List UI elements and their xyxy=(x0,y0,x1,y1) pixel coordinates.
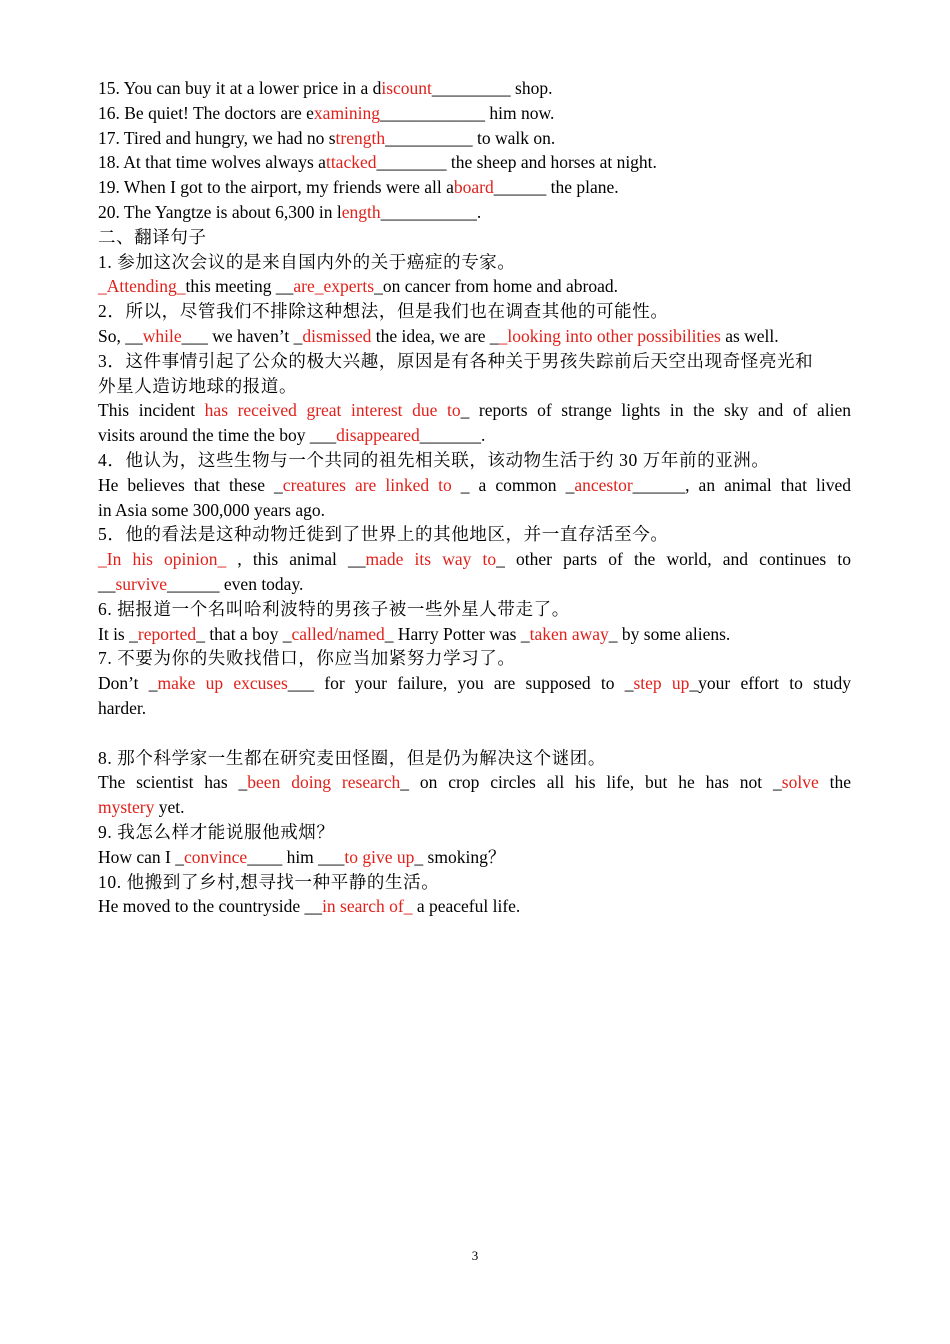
sentence-text: _ Harry Potter was _ xyxy=(384,623,530,644)
sentence-text: _your effort to study xyxy=(689,673,851,694)
sentence-text: How can I _ xyxy=(98,846,185,867)
translation-5-prompt: 5．他的看法是这种动物迁徙到了世界上的其他地区，并一直存活至今。 xyxy=(98,524,669,545)
page-number: 3 xyxy=(471,1248,479,1263)
sentence-text: He moved to the countryside __ xyxy=(98,896,323,917)
sentence-text: ___ we haven’t _ xyxy=(181,325,303,346)
sentence-text: 16. Be quiet! The doctors are e xyxy=(98,102,314,123)
sentence-text: _ reports of strange lights in the sky and of alien xyxy=(460,400,851,421)
answer-text: make up excuses xyxy=(157,673,288,694)
answer-text: ttacked xyxy=(325,152,377,173)
sentence-text: a peaceful life. xyxy=(412,896,521,917)
answer-text: in search of_ xyxy=(322,896,413,917)
sentence-text: This incident xyxy=(98,400,205,421)
translation-1-answer xyxy=(98,274,851,299)
translation-5-answer-cont xyxy=(98,572,851,597)
sentence-text: Don’t _ xyxy=(98,673,158,694)
sentence-text: ______ the plane. xyxy=(493,177,619,198)
sentence-text: _ by some aliens. xyxy=(608,623,731,644)
sentence-text: ___ for your failure, you are supposed to _ xyxy=(287,673,634,694)
answer-text: _In his opinion_ xyxy=(98,549,227,570)
sentence-text: _on cancer from home and abroad. xyxy=(374,276,618,297)
sentence-text: The scientist has _ xyxy=(98,772,248,793)
translation-5-answer xyxy=(98,547,851,572)
section-title: 二、翻译句子 xyxy=(98,226,207,247)
sentence-text: as well. xyxy=(720,325,779,346)
sentence-text: He believes that these _ xyxy=(98,474,283,495)
sentence-text: ___________. xyxy=(380,201,482,222)
translation-10-prompt: 10. 他搬到了乡村,想寻找一种平静的生活。 xyxy=(98,871,440,892)
answer-text: board xyxy=(453,177,494,198)
translation-3-prompt-cont: 外星人造访地球的报道。 xyxy=(98,375,298,396)
vocab-item xyxy=(98,200,851,225)
translation-2-answer xyxy=(98,324,851,349)
sentence-text: 18. At that time wolves always a xyxy=(98,152,326,173)
translation-8-answer-cont xyxy=(98,795,851,820)
answer-text: solve xyxy=(781,772,819,793)
sentence-text: _ that a boy _ xyxy=(196,623,292,644)
answer-text: xamining xyxy=(313,102,381,123)
page-content xyxy=(98,76,851,919)
answer-text: _looking into other possibilities xyxy=(498,325,721,346)
answer-text: survive xyxy=(115,573,168,594)
sentence-text: ______ even today. xyxy=(167,573,304,594)
translation-7-answer xyxy=(98,671,851,696)
sentence-text: _________ shop. xyxy=(431,78,553,98)
sentence-text: So, __ xyxy=(98,325,143,346)
translation-9-answer xyxy=(98,845,851,870)
translation-7-answer-cont: harder. xyxy=(98,697,147,718)
vocab-item xyxy=(98,101,851,126)
translation-8-prompt: 8. 那个科学家一生都在研究麦田怪圈，但是仍为解决这个谜团。 xyxy=(98,747,606,768)
sentence-text: It is _ xyxy=(98,623,138,644)
answer-text: convince xyxy=(184,846,248,867)
sentence-text: ____________ him now. xyxy=(380,102,555,123)
sentence-text: ______, an animal that lived xyxy=(632,474,851,495)
answer-text: has received great interest due to xyxy=(204,400,461,421)
sentence-text: _ a common _ xyxy=(451,474,575,495)
answer-text: made its way to xyxy=(365,549,497,570)
translation-4-answer-cont: in Asia some 300,000 years ago. xyxy=(98,499,325,520)
sentence-text: the xyxy=(818,772,852,793)
answer-text: ength xyxy=(341,201,381,222)
answer-text: creatures are linked to xyxy=(282,474,452,495)
translation-3-answer-cont xyxy=(98,423,851,448)
vocab-item xyxy=(98,126,851,151)
translation-4-answer xyxy=(98,473,851,498)
sentence-text: _______. xyxy=(419,425,486,446)
translation-7-prompt: 7. 不要为你的失败找借口，你应当加紧努力学习了。 xyxy=(98,648,516,669)
sentence-text: 20. The Yangtze is about 6,300 in l xyxy=(98,201,342,222)
answer-text: been doing research xyxy=(247,772,401,793)
answer-text: taken away xyxy=(529,623,609,644)
vocab-list xyxy=(98,76,851,225)
sentence-text: ____ him ___ xyxy=(247,846,345,867)
sentence-text: 19. When I got to the airport, my friends were all a xyxy=(98,177,454,198)
sentence-text: ________ the sheep and horses at night. xyxy=(376,152,657,173)
sentence-text: visits around the time the boy ___ xyxy=(98,425,337,446)
answer-text: step up xyxy=(633,673,690,694)
vocab-item xyxy=(98,175,851,200)
translation-4-prompt: 4．他认为，这些生物与一个共同的祖先相关联，该动物生活于约 30 万年前的亚洲。 xyxy=(98,449,770,470)
translation-3-prompt: 3．这件事情引起了公众的极大兴趣，原因是有各种关于男孩失踪前后天空出现奇怪亮光和 xyxy=(98,350,814,371)
translation-10-answer xyxy=(98,894,851,919)
translation-2-prompt: 2．所以，尽管我们不排除这种想法，但是我们也在调查其他的可能性。 xyxy=(98,301,669,322)
translation-6-answer xyxy=(98,622,851,647)
vocab-item xyxy=(98,150,851,175)
translation-3-answer xyxy=(98,398,851,423)
vocab-item xyxy=(98,76,851,101)
sentence-text: 17. Tired and hungry, we had no s xyxy=(98,127,336,148)
sentence-text: this meeting __ xyxy=(185,276,294,297)
answer-text: disappeared xyxy=(336,425,420,446)
sentence-text: _ on crop circles all his life, but he has not _ xyxy=(400,772,782,793)
answer-text: iscount xyxy=(381,78,432,98)
sentence-text: __________ to walk on. xyxy=(385,127,556,148)
translation-1-prompt: 1. 参加这次会议的是来自国内外的关于癌症的专家。 xyxy=(98,251,516,272)
sentence-text: _ smoking？ xyxy=(414,846,506,867)
sentence-text: the idea, we are _ xyxy=(371,325,499,346)
answer-text: trength xyxy=(335,127,386,148)
translation-8-answer xyxy=(98,770,851,795)
answer-text: while xyxy=(142,325,182,346)
sentence-text: yet. xyxy=(154,797,185,818)
sentence-text: 15. You can buy it at a lower price in a d xyxy=(98,78,382,98)
spacer xyxy=(98,721,851,746)
sentence-text: _ other parts of the world, and continues to xyxy=(496,549,851,570)
answer-text: mystery xyxy=(98,797,155,818)
translation-6-prompt: 6. 据报道一个名叫哈利波特的男孩子被一些外星人带走了。 xyxy=(98,598,570,619)
answer-text: ancestor xyxy=(574,474,633,495)
answer-text: are_experts xyxy=(293,276,375,297)
answer-text: dismissed xyxy=(302,325,372,346)
sentence-text: __ xyxy=(98,573,116,594)
answer-text: called/named xyxy=(291,623,385,644)
answer-text: to give up xyxy=(344,846,415,867)
sentence-text: , this animal __ xyxy=(226,549,366,570)
answer-text: _Attending_ xyxy=(98,276,186,297)
translation-9-prompt: 9. 我怎么样才能说服他戒烟？ xyxy=(98,821,335,842)
answer-text: reported xyxy=(137,623,197,644)
